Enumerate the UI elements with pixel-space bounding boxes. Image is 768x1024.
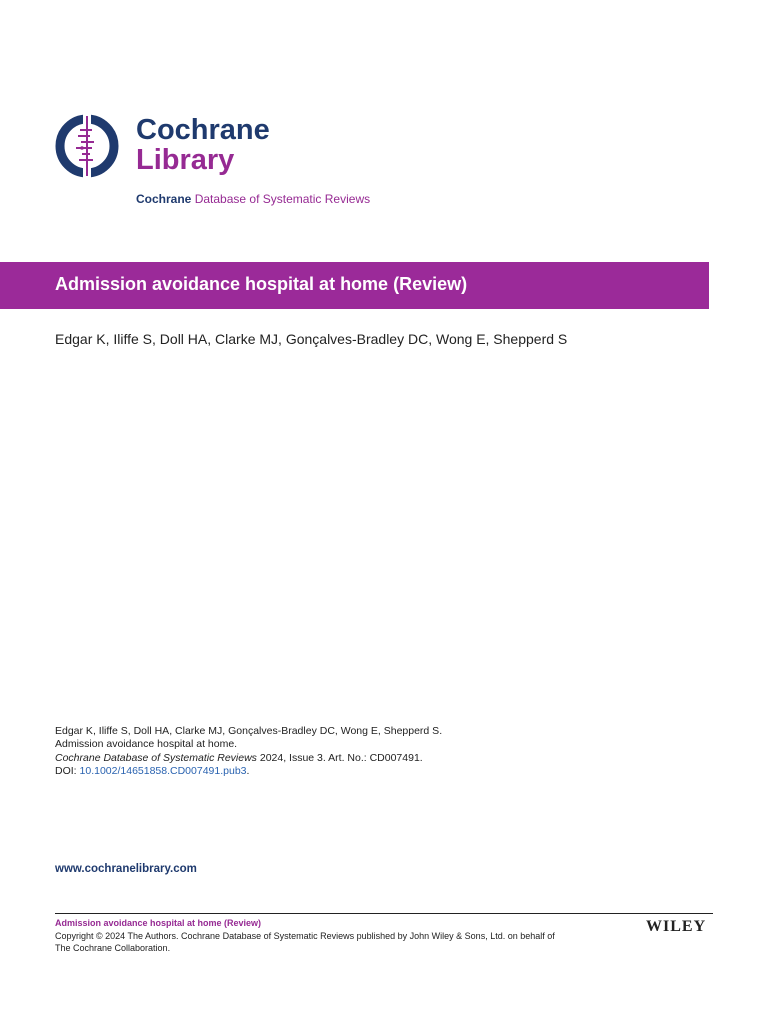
brand-name-cochrane: Cochrane xyxy=(136,114,270,146)
database-name-strong: Cochrane xyxy=(136,192,192,206)
citation-block xyxy=(55,725,442,778)
footer-review-title: Admission avoidance hospital at home (Review) xyxy=(55,918,262,928)
footer-copyright: Copyright © 2024 The Authors. Cochrane Database of Systematic Reviews published by John Wiley & Sons, Ltd. on behalf of The Cochrane Collaboration. xyxy=(55,931,555,953)
doi-label: DOI: xyxy=(55,764,80,777)
brand-name-library: Library xyxy=(136,144,235,176)
doi-end: . xyxy=(246,764,250,777)
cochrane-logo-icon xyxy=(54,114,122,178)
doi-link[interactable]: 10.1002/14651858.CD007491.pub3 xyxy=(79,764,247,777)
database-name xyxy=(136,192,370,207)
citation-doi xyxy=(55,765,442,778)
review-title: Admission avoidance hospital at home (Review) xyxy=(55,274,468,294)
citation-journal: Cochrane Database of Systematic Reviews xyxy=(55,751,257,764)
footer-divider xyxy=(55,913,713,914)
website-link[interactable]: www.cochranelibrary.com xyxy=(55,863,197,875)
citation-authors: Edgar K, Iliffe S, Doll HA, Clarke MJ, Gonçalves-Bradley DC, Wong E, Shepperd S. xyxy=(55,725,443,737)
author-list: Edgar K, Iliffe S, Doll HA, Clarke MJ, Gonçalves-Bradley DC, Wong E, Shepperd S xyxy=(55,331,568,347)
citation-source xyxy=(55,752,442,765)
citation-title: Admission avoidance hospital at home. xyxy=(55,738,238,751)
citation-details: 2024, Issue 3. Art. No.: CD007491. xyxy=(256,751,423,764)
wiley-logo: WILEY xyxy=(646,918,707,935)
database-name-rest: Database of Systematic Reviews xyxy=(194,192,371,206)
